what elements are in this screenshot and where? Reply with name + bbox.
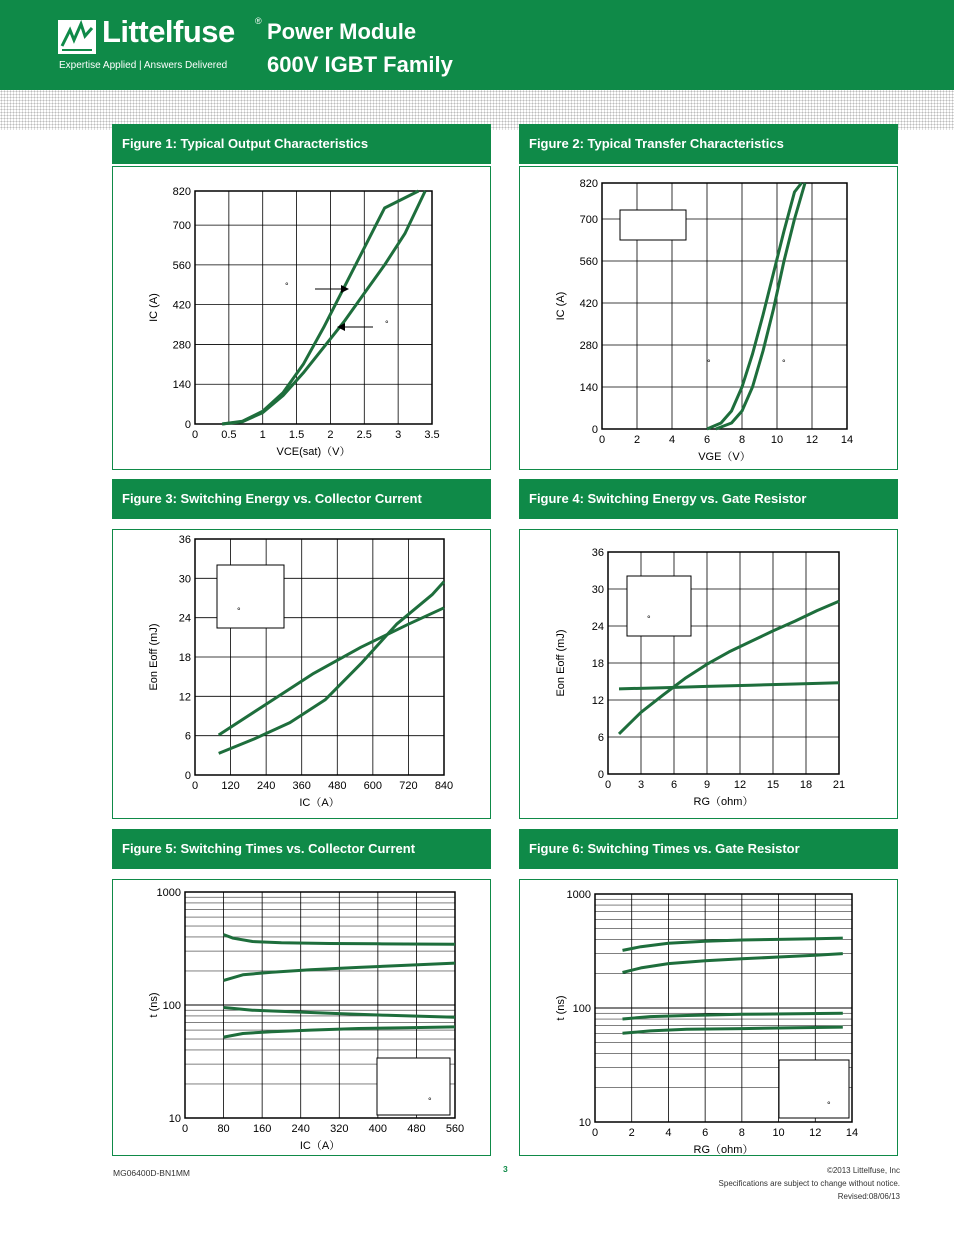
tagline: Expertise Applied | Answers Delivered <box>59 60 228 71</box>
x-axis-label: IC（A） <box>299 1140 341 1152</box>
x-tick-label: 360 <box>292 780 311 792</box>
y-tick-label: 6 <box>184 730 191 743</box>
spec-notice: Specifications are subject to change without notice. <box>718 1179 900 1188</box>
y-tick-label: 10 <box>578 1117 591 1129</box>
y-tick-label: 100 <box>162 1000 181 1012</box>
x-tick-label: 6 <box>670 779 678 791</box>
y-tick-label: 560 <box>579 256 598 268</box>
page-number: 3 <box>503 1164 508 1174</box>
y-tick-label: 0 <box>597 769 604 781</box>
legend-marker: ° <box>647 614 651 624</box>
x-tick-label: 2 <box>327 429 334 441</box>
x-tick-label: 320 <box>330 1123 349 1135</box>
y-tick-label: 36 <box>178 534 191 546</box>
x-tick-label: 560 <box>445 1123 465 1135</box>
y-tick-label: 0 <box>184 419 191 431</box>
y-tick-label: 820 <box>172 186 191 198</box>
figure-1-chart <box>113 167 492 471</box>
figure-2-title: Figure 2: Typical Transfer Characteristics <box>519 124 898 164</box>
x-tick-label: 480 <box>407 1123 426 1135</box>
x-tick-label: 120 <box>221 780 240 792</box>
figure-3-box <box>112 529 491 819</box>
y-tick-label: 12 <box>178 691 191 704</box>
x-axis-label: RG（ohm） <box>693 796 754 808</box>
legend-marker: ° <box>237 606 241 616</box>
y-tick-label: 30 <box>178 573 191 586</box>
x-tick-label: 10 <box>772 1127 785 1139</box>
series-line-2 <box>623 954 843 973</box>
littelfuse-logo-icon <box>58 20 96 54</box>
series-line-1 <box>623 938 843 950</box>
y-tick-label: 100 <box>572 1003 591 1015</box>
brand-name: Littelfuse <box>102 14 235 49</box>
legend-box <box>377 1058 450 1115</box>
x-tick-label: 600 <box>363 780 383 792</box>
y-tick-label: 1000 <box>566 889 591 901</box>
legend-marker: ° <box>707 358 711 368</box>
figure-2-chart <box>520 167 899 471</box>
figure-6-title: Figure 6: Switching Times vs. Gate Resistor <box>519 829 898 869</box>
y-axis-label: Eon Eoff (mJ) <box>555 629 567 697</box>
y-tick-label: 420 <box>172 299 191 312</box>
x-tick-label: 0 <box>604 779 612 791</box>
legend-box <box>627 576 691 636</box>
footer-notices <box>719 1164 900 1203</box>
y-tick-label: 820 <box>579 178 598 190</box>
y-tick-label: 280 <box>579 340 598 352</box>
x-tick-label: 2 <box>628 1127 635 1139</box>
x-tick-label: 8 <box>738 434 746 446</box>
figure-4-chart <box>520 530 899 820</box>
part-number: MG06400D-BN1MM <box>113 1168 190 1178</box>
x-tick-label: 12 <box>809 1127 822 1139</box>
legend-marker: ° <box>385 319 389 329</box>
x-tick-label: 12 <box>733 779 747 791</box>
series-line-1 <box>222 191 418 424</box>
figure-2-box <box>519 166 898 470</box>
page-header <box>0 0 954 90</box>
series-line-4 <box>623 1027 843 1033</box>
revised-date: Revised:08/06/13 <box>837 1192 900 1201</box>
x-tick-label: 0 <box>191 429 199 441</box>
x-tick-label: 6 <box>703 434 711 446</box>
x-tick-label: 480 <box>328 780 347 792</box>
x-axis-label: VGE（V） <box>698 451 751 463</box>
y-tick-label: 30 <box>591 584 604 596</box>
y-tick-label: 18 <box>178 652 191 664</box>
x-tick-label: 3 <box>395 429 402 441</box>
figure-5-box <box>112 879 491 1156</box>
y-tick-label: 1000 <box>156 887 181 899</box>
figure-6-chart <box>520 880 899 1157</box>
y-axis-label: IC (A) <box>148 293 160 322</box>
figure-3-title: Figure 3: Switching Energy vs. Collector Current <box>112 479 491 519</box>
figure-3-chart <box>113 530 492 820</box>
series-line-2 <box>222 191 425 424</box>
figure-5-chart <box>113 880 492 1157</box>
figure-6-box <box>519 879 898 1156</box>
figure-4-title: Figure 4: Switching Energy vs. Gate Resistor <box>519 479 898 519</box>
x-tick-label: 400 <box>368 1123 388 1135</box>
x-tick-label: 21 <box>832 779 846 791</box>
y-tick-label: 12 <box>591 695 604 707</box>
page-title-line2: 600V IGBT Family <box>267 52 453 77</box>
x-tick-label: 15 <box>766 779 780 791</box>
series-line-3 <box>623 1013 843 1019</box>
x-tick-label: 1 <box>259 429 266 441</box>
x-axis-label: IC（A） <box>299 797 340 809</box>
x-tick-label: 9 <box>703 779 711 791</box>
y-tick-label: 0 <box>591 424 598 436</box>
x-tick-label: 2.5 <box>356 429 372 441</box>
x-tick-label: 720 <box>399 780 418 792</box>
figure-1-title: Figure 1: Typical Output Characteristics <box>112 124 491 164</box>
y-tick-label: 140 <box>172 379 191 392</box>
series-line-1 <box>707 183 802 429</box>
y-tick-label: 140 <box>579 382 598 394</box>
figure-5-title: Figure 5: Switching Times vs. Collector Current <box>112 829 491 869</box>
y-tick-label: 700 <box>579 214 598 226</box>
y-tick-label: 18 <box>591 658 604 670</box>
y-axis-label: t (ns) <box>555 995 567 1021</box>
registered-mark: ® <box>255 16 262 26</box>
page-title-line1: Power Module <box>267 19 417 44</box>
legend-marker: ° <box>428 1096 432 1106</box>
x-tick-label: 0 <box>191 780 199 792</box>
y-tick-label: 280 <box>172 339 191 352</box>
y-tick-label: 560 <box>172 259 191 272</box>
figure-1-box <box>112 166 491 470</box>
x-tick-label: 14 <box>845 1127 859 1139</box>
y-axis-label: IC (A) <box>555 291 567 321</box>
x-axis-label: RG（ohm） <box>693 1144 754 1156</box>
x-tick-label: 12 <box>805 434 819 446</box>
x-tick-label: 80 <box>217 1123 230 1135</box>
x-axis-label: VCE(sat)（V） <box>276 446 351 458</box>
copyright: ©2013 Littelfuse, Inc <box>826 1166 900 1175</box>
x-tick-label: 6 <box>702 1127 709 1139</box>
y-tick-label: 10 <box>168 1113 181 1125</box>
x-tick-label: 0 <box>591 1127 599 1139</box>
x-tick-label: 0 <box>598 434 606 446</box>
y-tick-label: 0 <box>184 770 191 782</box>
x-tick-label: 2 <box>633 434 641 446</box>
legend-marker: ° <box>827 1100 831 1110</box>
series-line-2 <box>716 183 805 429</box>
x-tick-label: 8 <box>738 1127 745 1139</box>
y-tick-label: 24 <box>178 612 191 625</box>
y-axis-label: t (ns) <box>148 992 160 1018</box>
legend-marker: ° <box>285 281 289 291</box>
y-tick-label: 36 <box>591 547 604 559</box>
x-tick-label: 1.5 <box>288 429 305 441</box>
y-axis-label: Eon Eoff (mJ) <box>148 623 160 691</box>
x-tick-label: 0 <box>181 1123 189 1135</box>
legend-box <box>620 210 686 240</box>
legend-marker: ° <box>782 358 786 368</box>
x-tick-label: 4 <box>665 1127 672 1139</box>
x-tick-label: 160 <box>252 1123 272 1135</box>
x-tick-label: 3 <box>637 779 645 791</box>
legend-box <box>217 565 284 628</box>
figure-4-box <box>519 529 898 819</box>
y-tick-label: 24 <box>591 621 604 633</box>
y-tick-label: 420 <box>579 298 598 310</box>
x-tick-label: 10 <box>770 434 784 446</box>
legend-box <box>779 1060 849 1118</box>
x-tick-label: 18 <box>799 779 813 791</box>
y-tick-label: 6 <box>597 732 604 744</box>
y-tick-label: 700 <box>172 220 191 233</box>
plot-frame <box>195 191 432 424</box>
x-tick-label: 14 <box>840 434 854 446</box>
x-tick-label: 240 <box>291 1123 310 1135</box>
x-tick-label: 240 <box>256 780 276 792</box>
x-tick-label: 3.5 <box>424 429 440 441</box>
x-tick-label: 840 <box>434 780 454 792</box>
x-tick-label: 4 <box>668 434 676 446</box>
x-tick-label: 0.5 <box>221 429 237 441</box>
